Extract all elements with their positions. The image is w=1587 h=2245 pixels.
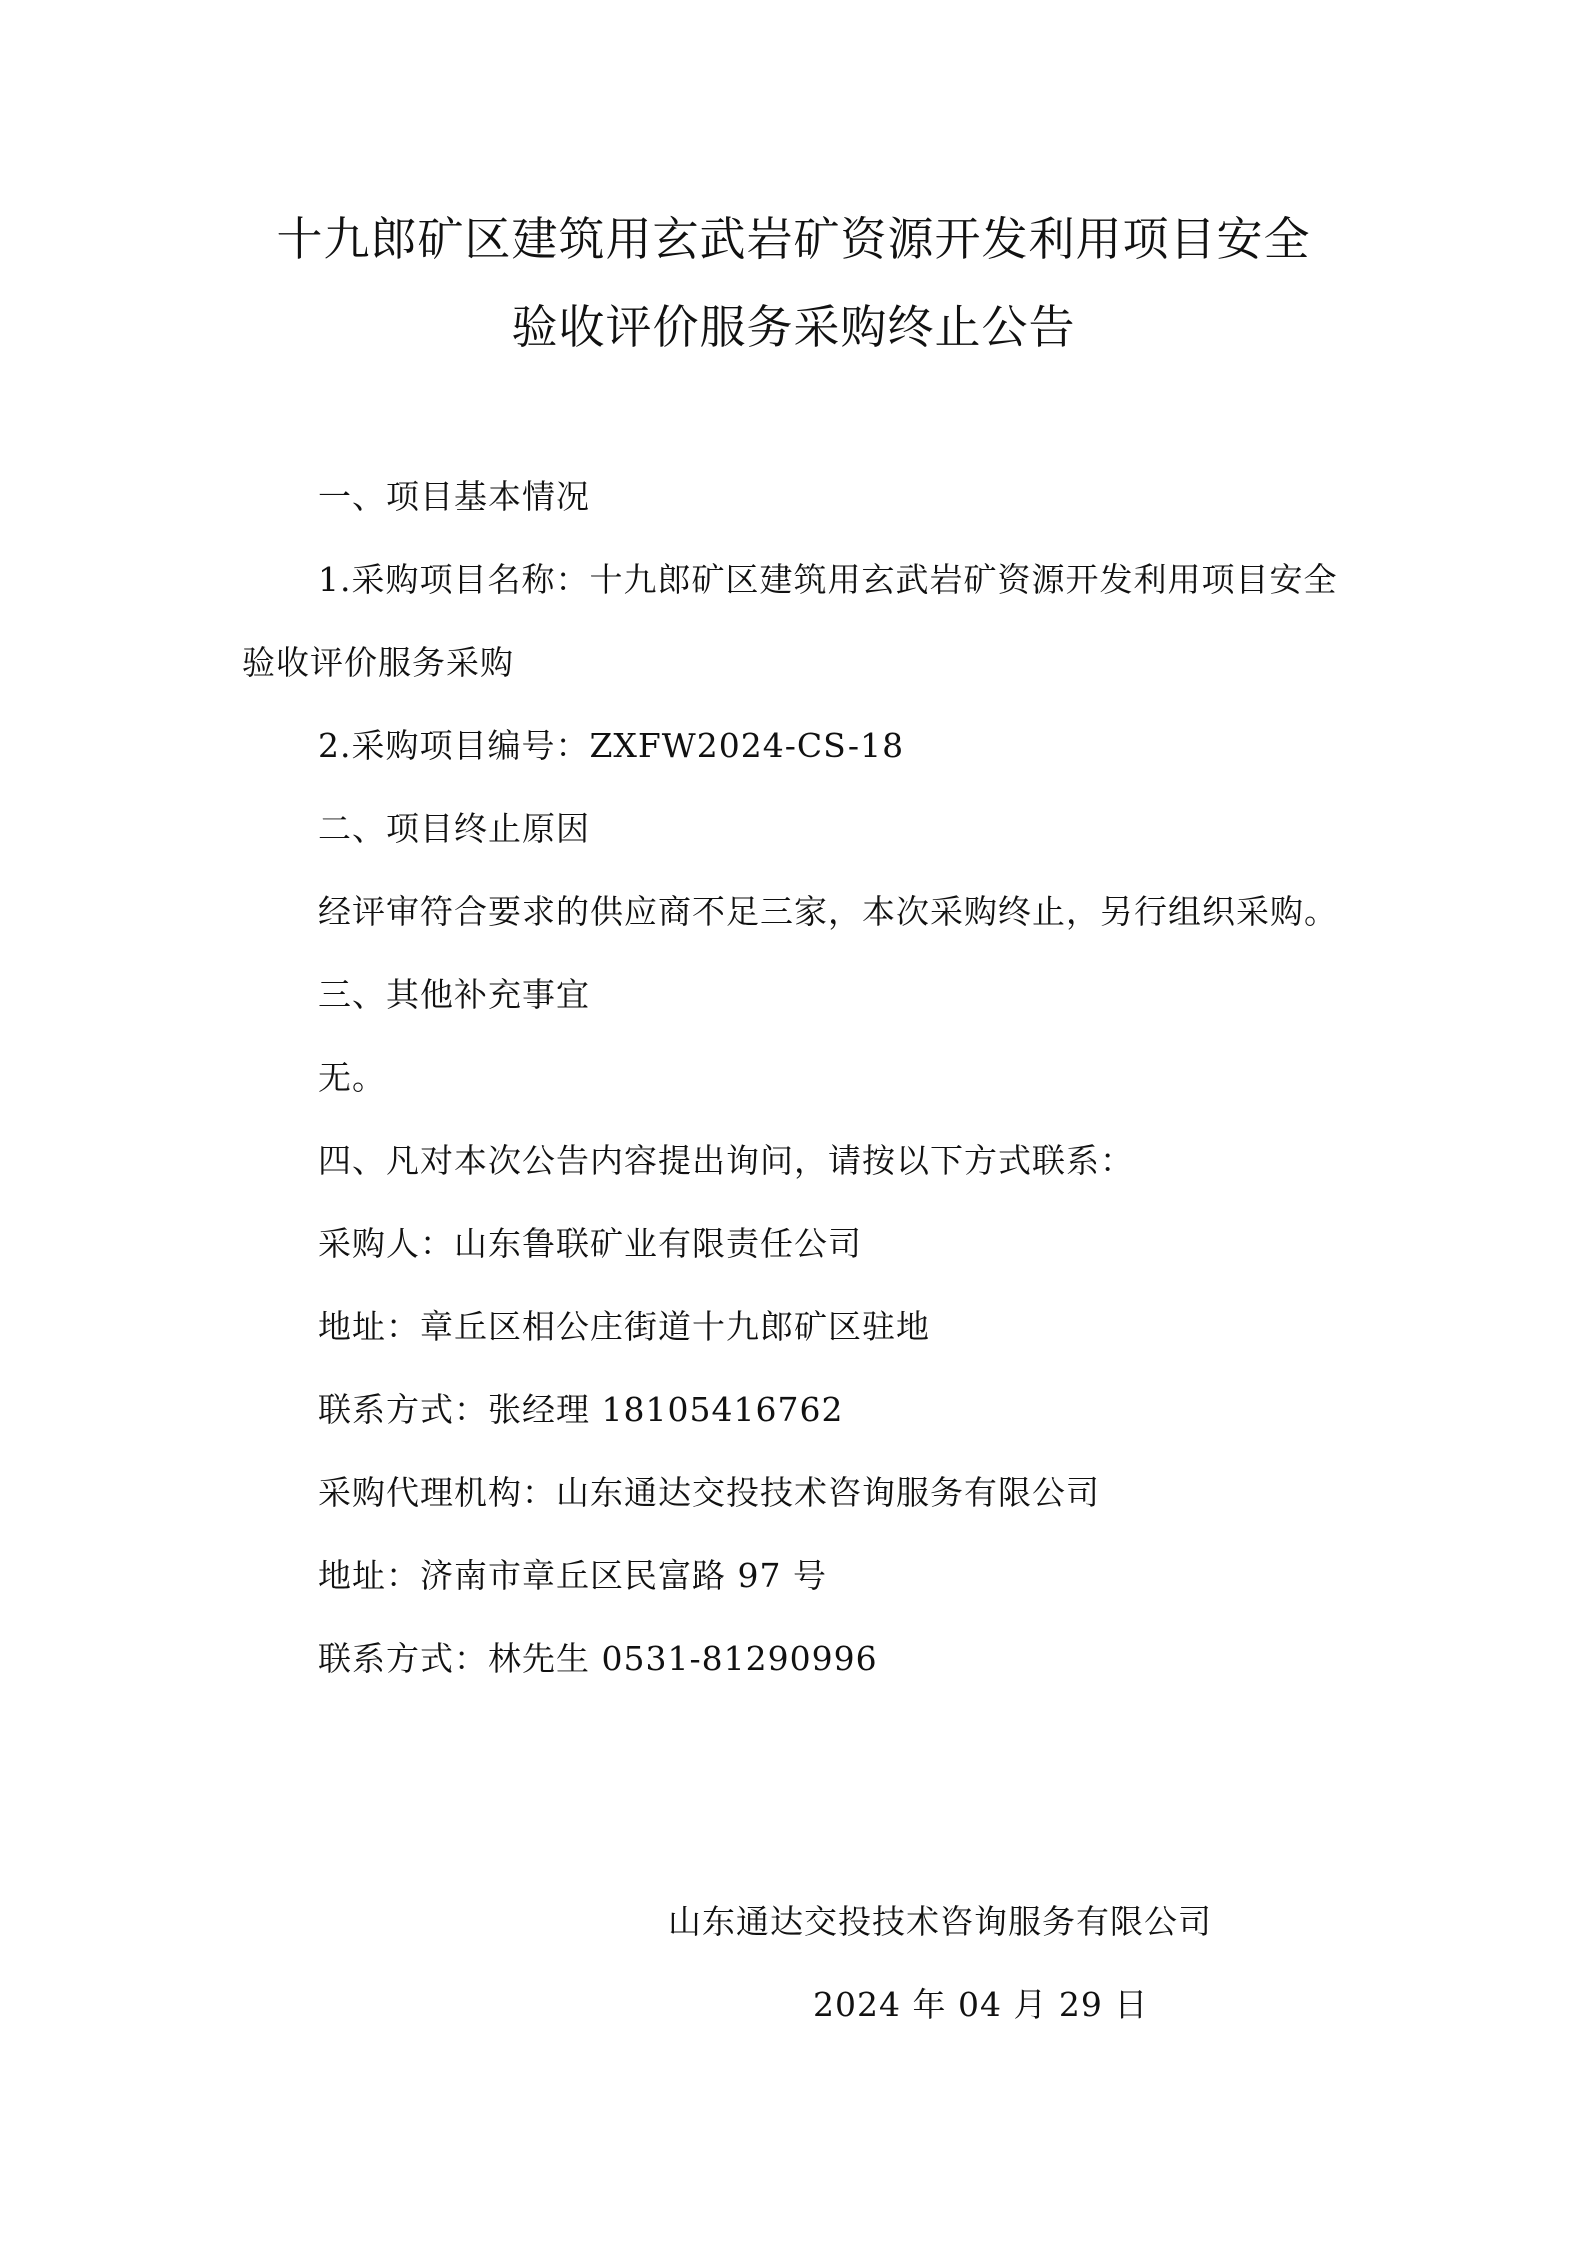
supplementary-content: 无。 — [318, 1058, 386, 1097]
project-number: 2.采购项目编号：ZXFW2024-CS-18 — [318, 726, 905, 765]
purchaser: 采购人：山东鲁联矿业有限责任公司 — [318, 1224, 862, 1263]
purchaser-address: 地址：章丘区相公庄街道十九郎矿区驻地 — [318, 1307, 930, 1346]
termination-reason: 经评审符合要求的供应商不足三家，本次采购终止，另行组织采购。 — [318, 892, 1338, 931]
document-title — [230, 195, 1357, 371]
document-body — [242, 455, 1352, 1700]
project-name: 1.采购项目名称：十九郎矿区建筑用玄武岩矿资源开发利用项目安全验收评价服务采购 — [242, 560, 1338, 682]
purchaser-contact: 联系方式：张经理 18105416762 — [318, 1390, 844, 1429]
section-heading-termination-reason: 二、项目终止原因 — [318, 809, 590, 848]
agency: 采购代理机构：山东通达交投技术咨询服务有限公司 — [318, 1473, 1100, 1512]
agency-contact: 联系方式：林先生 0531-81290996 — [318, 1639, 878, 1678]
title-line-2: 验收评价服务采购终止公告 — [511, 300, 1076, 354]
signature-organization: 山东通达交投技术咨询服务有限公司 — [668, 1902, 1212, 1941]
section-heading-supplementary: 三、其他补充事宜 — [318, 975, 590, 1014]
section-heading-project-info: 一、项目基本情况 — [318, 477, 590, 516]
section-heading-contact: 四、凡对本次公告内容提出询问，请按以下方式联系： — [318, 1141, 1134, 1180]
signature-date: 2024 年 04 月 29 日 — [813, 1985, 1149, 2024]
title-line-1: 十九郎矿区建筑用玄武岩矿资源开发利用项目安全 — [276, 212, 1311, 266]
agency-address: 地址：济南市章丘区民富路 97 号 — [318, 1556, 827, 1595]
